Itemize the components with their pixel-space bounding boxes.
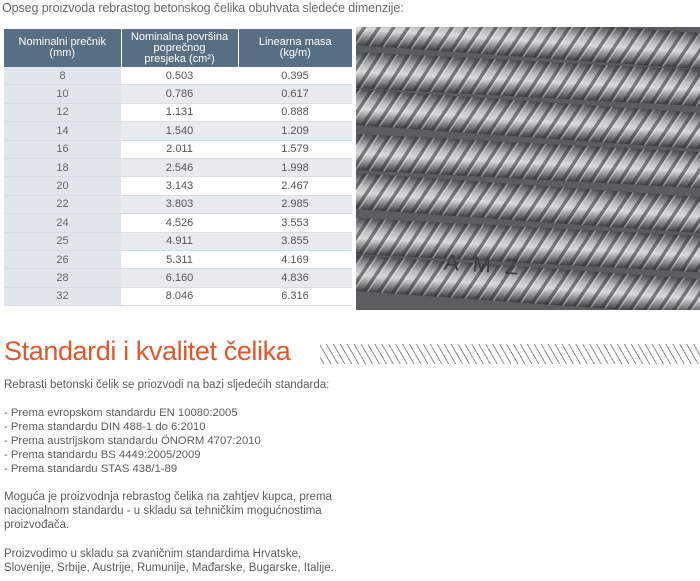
header-linear-mass: Linearna masa (kg/m) (238, 29, 352, 67)
cell-mass: 2.467 (238, 177, 352, 195)
cell-diameter: 20 (4, 177, 121, 195)
list-item: - Prema austrijskom standardu ÖNORM 4707:2010 (4, 434, 261, 447)
table-row (4, 250, 352, 268)
cell-diameter: 25 (4, 232, 121, 250)
section-header (4, 336, 700, 368)
custom-production-text: Moguća je proizvodnja rebrastog čelika na zahtjev kupca, prema nacionalnom standardu - u skladu sa tehničkim mogućnostima proizvođača. (4, 491, 332, 531)
cell-diameter: 32 (4, 287, 121, 305)
table-row (4, 103, 352, 121)
cell-mass: 1.209 (238, 122, 352, 140)
decorative-stripes (320, 344, 700, 364)
table-row (4, 269, 352, 287)
cell-mass: 1.998 (238, 158, 352, 176)
cell-mass: 4.169 (238, 250, 352, 268)
cell-area: 2.011 (121, 140, 238, 158)
table-row (4, 195, 352, 213)
cell-area: 0.503 (121, 67, 238, 85)
compliance-text: Proizvodimo u skladu sa zvaničnim standardima Hrvatske, Slovenije, Srbije, Austrije, Rumunije, Mađarske, Bugarske, Italije. (4, 548, 334, 574)
header-diameter: Nominalni prečnik (mm) (4, 29, 121, 67)
cell-diameter: 8 (4, 67, 121, 85)
table-row (4, 85, 352, 103)
cell-mass: 6.316 (238, 287, 352, 305)
table-row (4, 177, 352, 195)
header-area: Nominalna površina poprečnog presjeka (cm²) (121, 29, 238, 67)
cell-mass: 2.985 (238, 195, 352, 213)
table-header-row (4, 29, 352, 67)
table-row (4, 67, 352, 85)
list-item: - Prema standardu DIN 488-1 do 6:2010 (4, 420, 206, 433)
cell-mass: 1.579 (238, 140, 352, 158)
cell-diameter: 18 (4, 158, 121, 176)
cell-mass: 0.617 (238, 85, 352, 103)
cell-area: 3.143 (121, 177, 238, 195)
cell-diameter: 14 (4, 122, 121, 140)
cell-diameter: 10 (4, 85, 121, 103)
cell-area: 1.131 (121, 103, 238, 121)
cell-mass: 4.836 (238, 269, 352, 287)
table-row (4, 232, 352, 250)
table-row (4, 122, 352, 140)
cell-mass: 3.855 (238, 232, 352, 250)
cell-diameter: 16 (4, 140, 121, 158)
cell-area: 3.803 (121, 195, 238, 213)
standards-intro: Rebrasti betonski čelik se priozvodi na bazi sljedećih standarda: (4, 379, 330, 391)
cell-area: 1.540 (121, 122, 238, 140)
standards-list (4, 407, 261, 477)
table-row (4, 140, 352, 158)
cell-area: 4.911 (121, 232, 238, 250)
cell-area: 8.046 (121, 287, 238, 305)
table-body (4, 67, 352, 306)
list-item: - Prema standardu STAS 438/1-89 (4, 462, 178, 475)
rebar-photo (356, 27, 700, 310)
cell-area: 6.160 (121, 269, 238, 287)
cell-mass: 3.553 (238, 214, 352, 232)
cell-diameter: 12 (4, 103, 121, 121)
cell-area: 0.786 (121, 85, 238, 103)
rebar-illustration (356, 27, 700, 310)
cell-diameter: 26 (4, 250, 121, 268)
table-row (4, 214, 352, 232)
cell-diameter: 22 (4, 195, 121, 213)
intro-text: Opseg proizvoda rebrastog betonskog čelika obuhvata sledeće dimenzije: (2, 1, 404, 15)
cell-mass: 0.395 (238, 67, 352, 85)
cell-area: 5.311 (121, 250, 238, 268)
section-title: Standardi i kvalitet čelika (4, 336, 291, 366)
table-row (4, 158, 352, 176)
cell-mass: 0.888 (238, 103, 352, 121)
cell-area: 4.526 (121, 214, 238, 232)
list-item: - Prema standardu BS 4449:2005/2009 (4, 448, 201, 461)
cell-area: 2.546 (121, 158, 238, 176)
cell-diameter: 24 (4, 214, 121, 232)
cell-diameter: 28 (4, 269, 121, 287)
table-row (4, 287, 352, 305)
list-item: - Prema evropskom standardu EN 10080:2005 (4, 407, 238, 419)
amz-stamp: AMZ (443, 249, 534, 281)
rebar-dimensions-table (4, 29, 352, 306)
